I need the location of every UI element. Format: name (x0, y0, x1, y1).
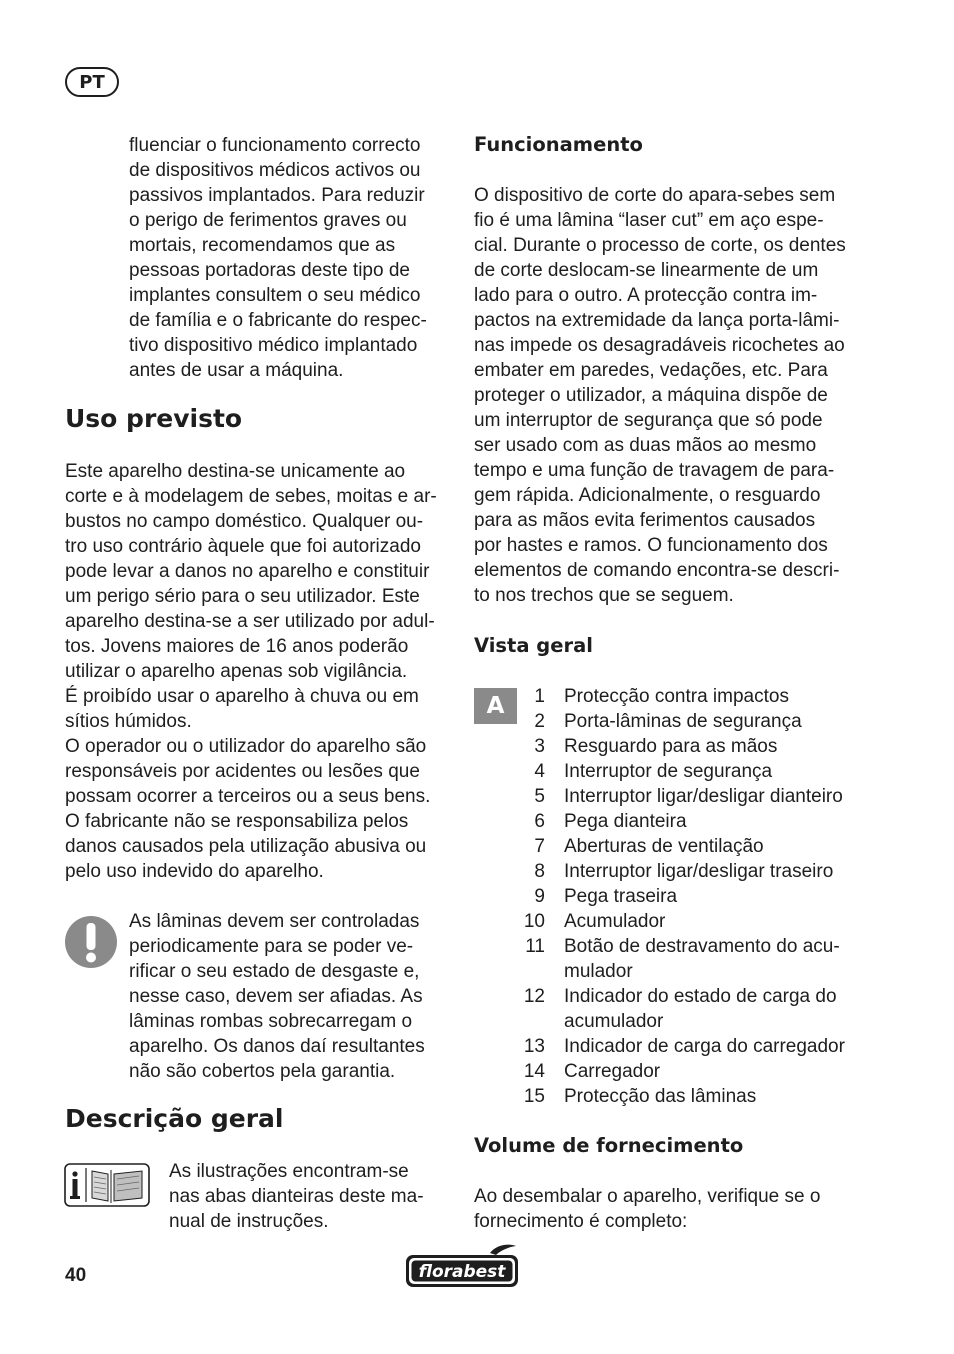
item-number: 4 (534, 761, 545, 782)
page-number: 40 (65, 1265, 87, 1286)
text-line: por hastes e ramos. O funcionamento dos (474, 535, 828, 556)
section-heading-funcionamento: Funcionamento (474, 133, 643, 156)
item-label: mulador (564, 961, 633, 982)
text-line: corte e à modelagem de sebes, moitas e ar- (65, 486, 437, 507)
text-line: danos causados pela utilização abusiva ou (65, 836, 427, 857)
text-line: O dispositivo de corte do apara-sebes sem (474, 185, 836, 206)
text-line: bustos no campo doméstico. Qualquer ou- (65, 511, 424, 532)
text-line: É proibído usar o aparelho à chuva ou em (65, 686, 419, 707)
text-line: possam ocorrer a terceiros ou a seus bens. (65, 786, 431, 807)
text-line: nas impede os desagradáveis ricochetes ao (474, 335, 845, 356)
item-number: 12 (523, 986, 545, 1007)
item-label: acumulador (564, 1011, 664, 1032)
text-line: de corte deslocam-se linearmente de um (474, 260, 819, 281)
text-line: aparelho. Os danos daí resultantes (129, 1036, 425, 1057)
text-line: um perigo sério para o seu utilizador. Este (65, 586, 420, 607)
section-heading-volume-fornecimento: Volume de fornecimento (474, 1134, 744, 1157)
overview-list-item (474, 884, 874, 909)
text-line: pactos na extremidade da lança porta-lâmi- (474, 310, 840, 331)
warning-paragraph (129, 909, 425, 1084)
info-paragraph (169, 1159, 424, 1234)
text-line: Este aparelho destina-se unicamente ao (65, 461, 406, 482)
item-label: Interruptor ligar/desligar dianteiro (564, 786, 843, 807)
item-number: 7 (534, 836, 545, 857)
item-number: 15 (523, 1086, 545, 1107)
overview-list-item (474, 809, 874, 834)
item-number: 1 (534, 686, 545, 707)
item-label: Aberturas de ventilação (564, 836, 764, 857)
text-line: antes de usar a máquina. (129, 360, 344, 381)
item-label: Acumulador (564, 911, 666, 932)
item-number: 13 (523, 1036, 545, 1057)
item-number: 9 (534, 886, 545, 907)
text-line: nesse caso, devem ser afiadas. As (129, 986, 423, 1007)
text-line: cial. Durante o processo de corte, os dentes (474, 235, 846, 256)
text-line: As lâminas devem ser controladas (129, 911, 420, 932)
text-line: utilizar o aparelho apenas sob vigilância. (65, 661, 408, 682)
text-line: pelo uso indevido do aparelho. (65, 861, 324, 882)
text-line: As ilustrações encontram-se (169, 1161, 409, 1182)
text-line: embater em paredes, vedações, etc. Para (474, 360, 828, 381)
text-line: elementos de comando encontra-se descri- (474, 560, 840, 581)
text-line: o perigo de ferimentos graves ou (129, 210, 407, 231)
text-line: proteger o utilizador, a máquina dispõe de (474, 385, 828, 406)
overview-list-item (474, 1034, 874, 1059)
text-line: implantes consultem o seu médico (129, 285, 421, 306)
text-line: não são cobertos pela garantia. (129, 1061, 396, 1082)
text-line: O fabricante não se responsabiliza pelos (65, 811, 409, 832)
overview-list-item (474, 934, 874, 959)
text-line: tos. Jovens maiores de 16 anos poderão (65, 636, 409, 657)
item-label: Indicador do estado de carga do (564, 986, 837, 1007)
overview-list (474, 684, 874, 1109)
text-line: fio é uma lâmina “laser cut” em aço espe- (474, 210, 824, 231)
text-line: aparelho destina-se a ser utilizado por adul- (65, 611, 435, 632)
item-number: 3 (534, 736, 545, 757)
text-line: tivo dispositivo médico implantado (129, 335, 418, 356)
info-illustration-icon (64, 1163, 150, 1207)
text-line: O operador ou o utilizador do aparelho são (65, 736, 427, 757)
overview-list-item (474, 759, 874, 784)
overview-list-item (474, 684, 874, 709)
section-heading-uso-previsto: Uso previsto (65, 404, 243, 433)
item-label: Porta-lâminas de segurança (564, 711, 802, 732)
text-line: lado para o outro. A protecção contra im- (474, 285, 818, 306)
figure-reference-badge: A (474, 688, 517, 724)
uso-previsto-paragraph (65, 459, 437, 884)
item-number: 6 (534, 811, 545, 832)
item-label: Indicador de carga do carregador (564, 1036, 845, 1057)
funcionamento-paragraph (474, 183, 846, 608)
item-label: Resguardo para as mãos (564, 736, 778, 757)
item-label: Botão de destravamento do acu- (564, 936, 840, 957)
text-line: fornecimento é completo: (474, 1211, 688, 1232)
overview-list-item (474, 859, 874, 884)
item-label: Pega traseira (564, 886, 678, 907)
text-line: nual de instruções. (169, 1211, 329, 1232)
overview-list-item (474, 1009, 874, 1034)
text-line: pessoas portadoras deste tipo de (129, 260, 410, 281)
text-line: de dispositivos médicos activos ou (129, 160, 421, 181)
item-number: 11 (525, 936, 545, 957)
text-line: Ao desembalar o aparelho, verifique se o (474, 1186, 821, 1207)
item-label: Protecção contra impactos (564, 686, 789, 707)
item-number: 2 (534, 711, 545, 732)
warning-icon (64, 915, 118, 969)
text-line: fluenciar o funcionamento correcto (129, 135, 421, 156)
item-label: Carregador (564, 1061, 661, 1082)
item-number: 14 (523, 1061, 545, 1082)
overview-list-item (474, 734, 874, 759)
overview-list-item (474, 1059, 874, 1084)
text-line: passivos implantados. Para reduzir (129, 185, 425, 206)
florabest-logo (404, 1243, 520, 1289)
text-line: tempo e uma função de travagem de para- (474, 460, 835, 481)
text-line: lâminas rombas sobrecarregam o (129, 1011, 413, 1032)
language-badge: PT (65, 67, 119, 97)
text-line: mortais, recomendamos que as (129, 235, 396, 256)
item-number: 5 (534, 786, 545, 807)
item-label: Interruptor de segurança (564, 761, 773, 782)
text-line: ser usado com as duas mãos ao mesmo (474, 435, 817, 456)
item-number: 10 (523, 911, 545, 932)
overview-list-item (474, 784, 874, 809)
overview-list-item (474, 834, 874, 859)
overview-list-item (474, 709, 874, 734)
text-line: para as mãos evita ferimentos causados (474, 510, 816, 531)
volume-paragraph (474, 1184, 820, 1234)
overview-list-item (474, 1084, 874, 1109)
text-line: to nos trechos que se seguem. (474, 585, 734, 606)
overview-list-item (474, 909, 874, 934)
section-heading-descricao-geral: Descrição geral (65, 1104, 284, 1133)
overview-list-item (474, 959, 874, 984)
section-heading-vista-geral: Vista geral (474, 634, 593, 657)
text-line: nas abas dianteiras deste ma- (169, 1186, 424, 1207)
item-label: Pega dianteira (564, 811, 687, 832)
overview-list-item (474, 984, 874, 1009)
text-line: pode levar a danos no aparelho e constituir (65, 561, 430, 582)
item-number: 8 (534, 861, 545, 882)
text-line: de família e o fabricante do respec- (129, 310, 427, 331)
text-line: um interruptor de segurança que só pode (474, 410, 823, 431)
svg-text:florabest: florabest (418, 1262, 506, 1282)
text-line: rificar o seu estado de desgaste e, (129, 961, 420, 982)
item-label: Interruptor ligar/desligar traseiro (564, 861, 834, 882)
item-label: Protecção das lâminas (564, 1086, 757, 1107)
intro-paragraph (129, 133, 427, 383)
text-line: tro uso contrário àquele que foi autorizado (65, 536, 421, 557)
text-line: periodicamente para se poder ve- (129, 936, 414, 957)
text-line: sítios húmidos. (65, 711, 192, 732)
text-line: gem rápida. Adicionalmente, o resguardo (474, 485, 821, 506)
text-line: responsáveis por acidentes ou lesões que (65, 761, 420, 782)
